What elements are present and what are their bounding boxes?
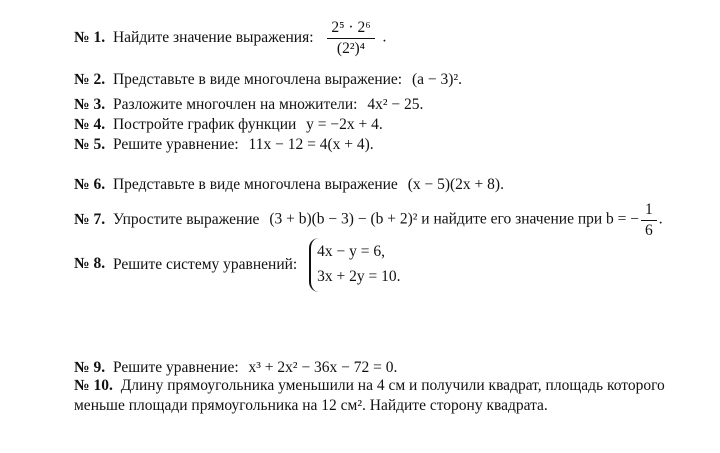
expression-suffix: . (378, 116, 383, 133)
problem-1 (74, 20, 386, 56)
problem-7 (74, 202, 663, 238)
equation-system (309, 238, 400, 292)
problem-2 (74, 72, 462, 88)
problem-number: № 9. (74, 359, 106, 376)
system-equation-2: 3x + 2y = 10. (317, 267, 401, 285)
expression-suffix: . (382, 28, 387, 46)
expression-suffix: . (419, 96, 424, 113)
expression-suffix: . (393, 359, 398, 376)
problem-prompt: Разложите многочлен на множители: (112, 96, 358, 113)
problem-number: № 1. (74, 28, 106, 46)
problem-number: № 6. (74, 176, 106, 193)
problem-4 (74, 117, 383, 133)
problem-prompt: Представьте в виде многочлена выражение (112, 176, 398, 193)
problem-3 (74, 97, 423, 113)
problem-number: № 10. (74, 377, 113, 394)
problem-middle-text: и найдите его значение при (421, 210, 603, 228)
problem-prompt: Решите уравнение: (112, 136, 239, 153)
problem-prompt: Решите систему уравнений: (112, 256, 298, 274)
problem-number: № 7. (74, 210, 106, 228)
problem-number: № 2. (74, 71, 106, 88)
fraction-bar (641, 220, 657, 221)
math-expression: x³ + 2x² − 36x − 72 = 0 (248, 359, 394, 376)
math-expression: y = −2x + 4 (306, 116, 379, 133)
problem-prompt: Упростите выражение (112, 210, 260, 228)
problem-6 (74, 177, 504, 193)
expression-suffix: . (658, 210, 663, 228)
problem-8 (74, 238, 400, 292)
fraction-denominator: (2²)⁴ (336, 39, 366, 57)
fraction-expression (327, 20, 374, 56)
problem-10 (74, 378, 665, 394)
problem-number: № 4. (74, 116, 106, 133)
problem-number: № 5. (74, 136, 106, 153)
expression-suffix: . (500, 176, 504, 193)
problem-text-line-2: меньше площади прямоугольника на 12 см². Найдите сторону квадрата. (74, 397, 548, 414)
fraction-expression (641, 202, 657, 238)
math-expression: (a − 3)² (412, 71, 459, 88)
problem-text-line-1: Длину прямоугольника уменьшили на 4 см и получили квадрат, площадь которого (120, 377, 665, 394)
problem-number: № 3. (74, 96, 106, 113)
fraction-numerator: 2⁵ · 2⁶ (331, 19, 371, 36)
problem-10-continued (74, 398, 548, 414)
fraction-denominator: 6 (645, 221, 653, 239)
expression-suffix: . (458, 71, 462, 88)
math-expression: 11x − 12 = 4(x + 4) (248, 136, 370, 153)
fraction-bar (327, 38, 374, 39)
math-expression: 4x² − 25 (367, 96, 420, 113)
problem-prompt: Решите уравнение: (112, 359, 239, 376)
problem-number: № 8. (74, 255, 106, 273)
problem-5 (74, 137, 374, 153)
math-value: b = − (606, 210, 640, 228)
problem-prompt: Найдите значение выражения: (112, 28, 314, 46)
system-equation-1: 4x − y = 6, (317, 243, 385, 260)
expression-suffix: . (369, 136, 374, 153)
math-expression: (3 + b)(b − 3) − (b + 2)² (269, 210, 418, 228)
math-expression: (x − 5)(2x + 8) (407, 176, 501, 193)
fraction-numerator: 1 (645, 201, 653, 218)
problem-9 (74, 360, 397, 376)
problem-prompt: Представьте в виде многочлена выражение: (112, 71, 403, 88)
problem-prompt: Постройте график функции (112, 116, 297, 133)
